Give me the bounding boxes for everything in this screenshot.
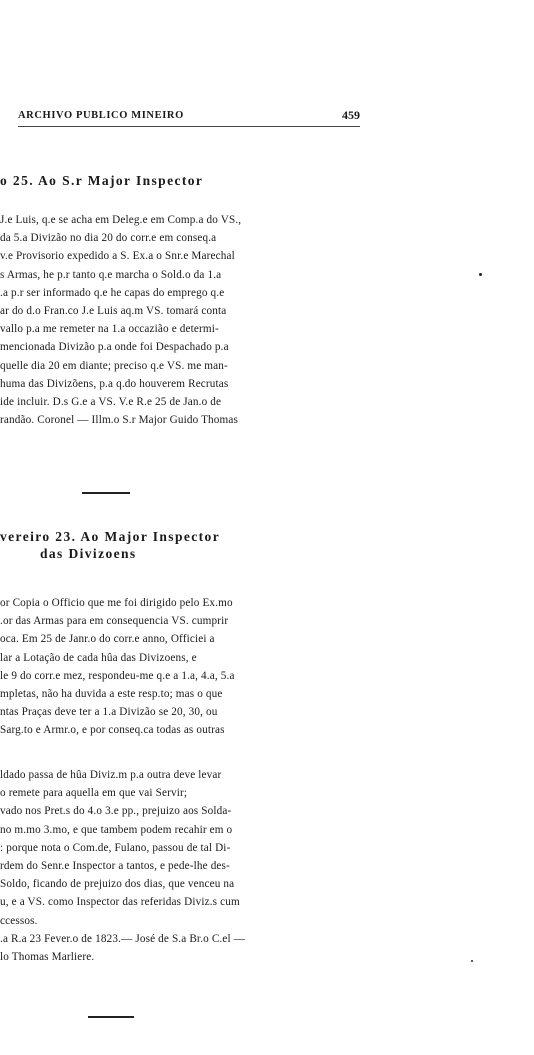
text-line: le 9 do corr.e mez, respondeu-me q.e a 1.a, 4.a, 5.a [0, 669, 235, 682]
text-line: J.e Luis, q.e se acha em Deleg.e em Comp.a do VS., [0, 214, 242, 226]
letter-1-body [0, 211, 360, 429]
letter-2-paragraph-1 [0, 594, 360, 740]
text-line: vallo p.a me remeter na 1.a occazião e determi- [0, 323, 219, 336]
text-line: ldado passa de hûa Diviz.m p.a outra deve levar [0, 769, 222, 781]
text-line: lar a Lotação de cada hûa das Divizoens, e [0, 651, 197, 664]
page-header [18, 108, 360, 127]
text-line: randão. Coronel — Illm.o S.r Major Guido Thomas [0, 414, 239, 427]
text-line: o remete para aquella em que vai Servir; [0, 787, 188, 800]
text-line: mpletas, não ha duvida a este resp.to; mas o que [0, 688, 223, 701]
section-divider-bottom [88, 1016, 134, 1018]
text-line: da 5.a Divizão no dia 20 do corr.e em conseq.a [0, 232, 217, 245]
text-line: oca. Em 25 de Janr.o do corr.e anno, Officiei a [0, 633, 215, 646]
running-head: ARCHIVO PUBLICO MINEIRO [18, 110, 184, 121]
section-divider [82, 492, 130, 494]
text-line: s Armas, he p.r tanto q.e marcha o Sold.o da 1.a [0, 268, 222, 281]
text-line: ide incluir. D.s G.e a VS. V.e R.e 25 de Jan.o de [0, 396, 222, 409]
text-line: : porque nota o Com.de, Fulano, passou de tal Di- [0, 841, 231, 854]
text-line: .or das Armas para em consequencia VS. cumprir [0, 615, 229, 628]
text-line: ar do d.o Fran.co J.e Luis aq.m VS. tomará conta [0, 305, 227, 318]
letter-2-heading [0, 528, 220, 562]
text-line: vado nos Pret.s do 4.o 3.e pp., prejuizo aos Solda- [0, 805, 232, 818]
text-line: ntas Praças deve ter a 1.a Divizão se 20, 30, ou [0, 706, 218, 719]
text-line: rdem do Senr.e Inspector a tantos, e pede-lhe des- [0, 860, 230, 873]
page-number: 459 [342, 108, 360, 122]
text-line: u, e a VS. como Inspector das referidas Diviz.s cum [0, 896, 240, 909]
scan-speck [471, 960, 473, 962]
letter-2-paragraph-2 [0, 766, 360, 966]
letter-2-heading-line-2: das Divizoens [40, 546, 137, 561]
scan-speck [479, 273, 482, 276]
text-line: v.e Provisorio expedido a S. Ex.a o Snr.e Marechal [0, 250, 235, 263]
letter-2-heading-line-1: vereiro 23. Ao Major Inspector [0, 529, 221, 544]
text-line: ccessos. [0, 914, 38, 927]
letter-1-heading [0, 172, 203, 189]
letter-1-heading-line: o 25. Ao S.r Major Inspector [0, 173, 204, 188]
text-line: .a R.a 23 Fever.o de 1823.— José de S.a Br.o C.el — [0, 932, 246, 945]
text-line: or Copia o Officio que me foi dirigido pelo Ex.mo [0, 597, 233, 609]
text-line: huma das Divizõens, p.a q.do houverem Recrutas [0, 377, 229, 390]
text-line: mencionada Divizão p.a onde foi Despachado p.a [0, 341, 229, 354]
text-line: no m.mo 3.mo, e que tambem podem recahir em o [0, 823, 233, 836]
text-line: Soldo, ficando de prejuizo dos dias, que venceu na [0, 878, 235, 891]
text-line: Sarg.to e Armr.o, e por conseq.ca todas as outras [0, 724, 225, 737]
text-line: quelle dia 20 em diante; preciso q.e VS. me man- [0, 359, 228, 372]
text-line: lo Thomas Marliere. [0, 951, 95, 964]
text-line: .a p.r ser informado q.e he capas do emprego q.e [0, 286, 225, 299]
